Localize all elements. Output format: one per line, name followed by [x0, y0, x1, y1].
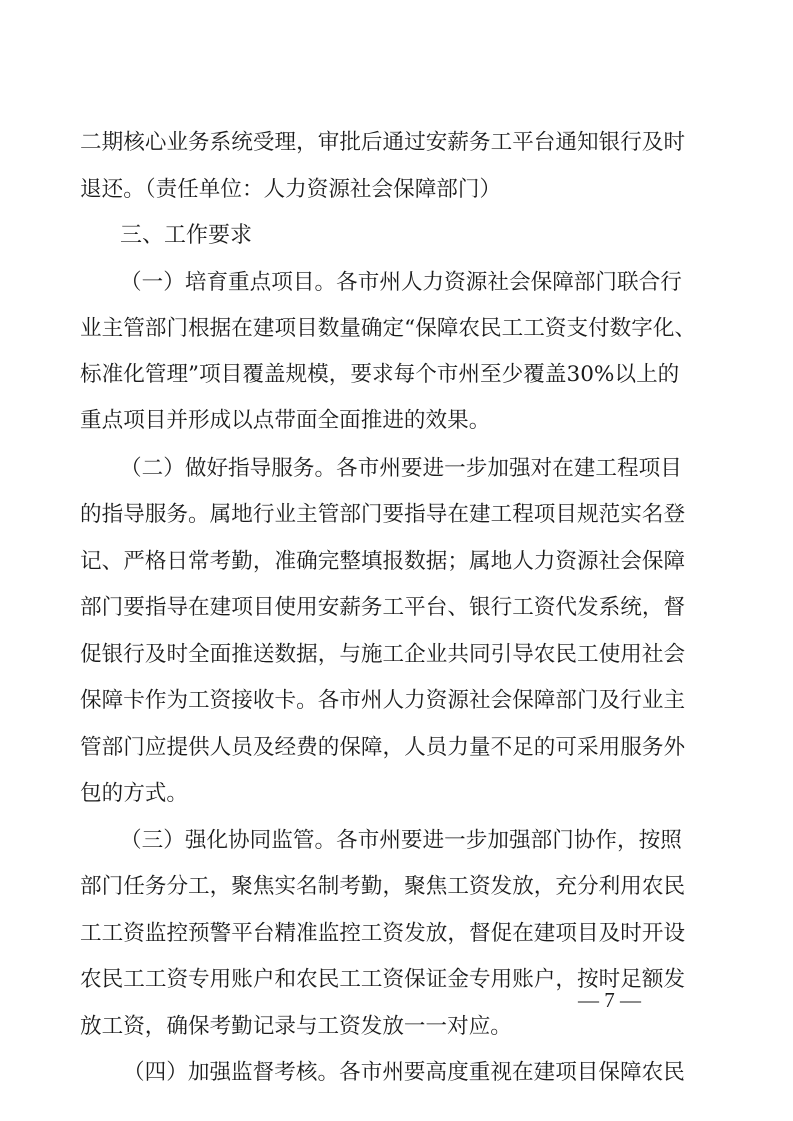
text-line: 农 民 工 工 资 专 用 账 户 和 农 民 工 工 资 保 证 金 专 用 账 户 ， 按 时 足 额 发 — [80, 967, 686, 992]
text-line: 标 准 化 管 理 ” 项 目 覆 盖 规 模 ， 要 求 每 个 市 州 至 少 覆 盖 30% 以 上 的 — [80, 362, 680, 387]
text-line: 二 期 核 心 业 务 系 统 受 理 ， 审 批 后 通 过 安 薪 务 工 平 台 通 知 银 行 及 时 — [80, 130, 686, 155]
text-line: 放工资，确保考勤记录与工资发放一一对应。 — [80, 1014, 512, 1039]
text-line: 工 工 资 监 控 预 警 平 台 精 准 监 控 工 资 发 放 ， 督 促 在 建 项 目 及 时 开 设 — [80, 921, 686, 946]
page-number: — 7 — — [578, 988, 641, 1012]
text-line: 促 银 行 及 时 全 面 推 送 数 据 ， 与 施 工 企 业 共 同 引 导 农 民 工 使 用 社 会 — [80, 642, 686, 667]
text-line: 的 指 导 服 务 。 属 地 行 业 主 管 部 门 要 指 导 在 建 工 程 项 目 规 范 实 名 登 — [80, 502, 686, 527]
section-heading: 三、工作要求 — [120, 223, 253, 248]
text-line: （ 二 ） 做 好 指 导 服 务 。 各 市 州 要 进 一 步 加 强 对 在 建 工 程 项 目 — [120, 456, 682, 481]
text-line: （ 一 ） 培 育 重 点 项 目 。 各 市 州 人 力 资 源 社 会 保 障 部 门 联 合 行 — [120, 270, 682, 295]
text-line: （ 三 ） 强 化 协 同 监 管 。 各 市 州 要 进 一 步 加 强 部 门 协 作 ， 按 照 — [120, 828, 682, 853]
text-line: 管 部 门 应 提 供 人 员 及 经 费 的 保 障 ， 人 员 力 量 不 足 的 可 采 用 服 务 外 — [80, 735, 686, 760]
text-line: 重点项目并形成以点带面全面推进的效果。 — [80, 408, 491, 433]
text-line: 记 、 严 格 日 常 考 勤 ， 准 确 完 整 填 报 数 据 ； 属 地 人 力 资 源 社 会 保 障 — [80, 549, 686, 574]
text-line: 部 门 任 务 分 工 ， 聚 焦 实 名 制 考 勤 ， 聚 焦 工 资 发 放 ， 充 分 利 用 农 民 — [80, 874, 686, 899]
text-line: 保 障 卡 作 为 工 资 接 收 卡 。 各 市 州 人 力 资 源 社 会 保 障 部 门 及 行 业 主 — [80, 688, 686, 713]
text-line: （ 四 ） 加 强 监 督 考 核 。 各 市 州 要 高 度 重 视 在 建 项 目 保 障 农 民 — [123, 1060, 685, 1085]
text-line: 业 主 管 部 门 根 据 在 建 项 目 数 量 确 定 “ 保 障 农 民 工 工 资 支 付 数 字 化 、 — [80, 316, 697, 341]
text-line: 部 门 要 指 导 在 建 项 目 使 用 安 薪 务 工 平 台 、 银 行 工 资 代 发 系 统 ， 督 — [80, 595, 686, 620]
text-line: 包的方式。 — [80, 781, 188, 806]
text-line: 退还。（责任单位：人力资源社会保障部门） — [80, 177, 502, 202]
